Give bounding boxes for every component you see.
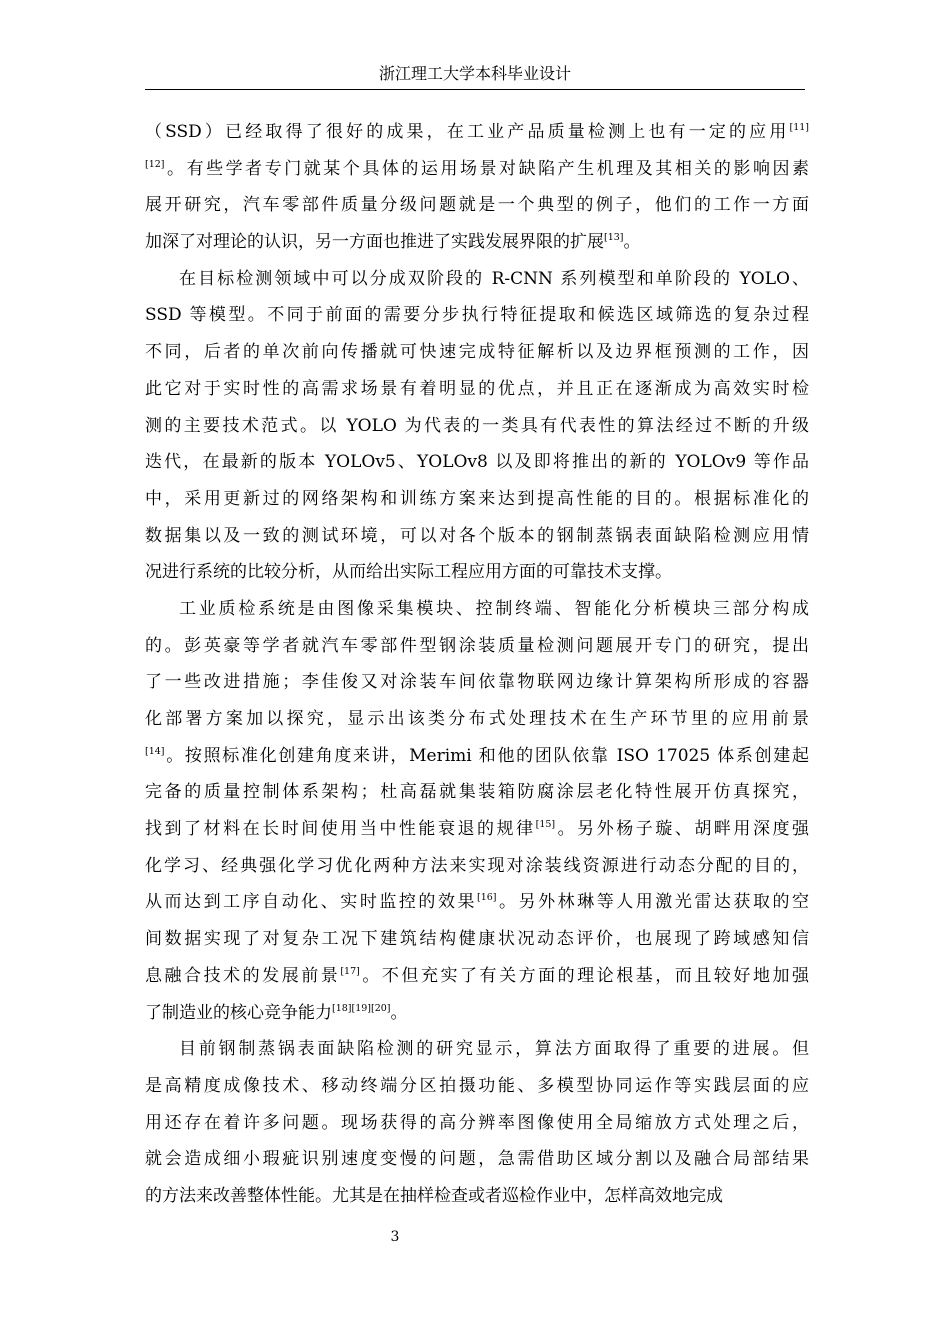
line-text: 工业质检系统是由图像采集模块、控制终端、智能化分析模块三部分构成 (179, 598, 809, 619)
text-line (145, 224, 809, 261)
citation-ref: [14] (145, 745, 165, 757)
line-text: （SSD）已经取得了很好的成果，在工业产品质量检测上也有一定的应用 (145, 122, 790, 142)
line-text: 加深了对理论的认识，另一方面也推进了实践发展界限的扩展 (145, 232, 604, 253)
line-text: 况进行系统的比较分析，从而给出实际工程应用方面的可靠技术支撑。 (145, 562, 672, 583)
line-text: 不同，后者的单次前向传播就可快速完成特征解析以及边界框预测的工作，因 (145, 342, 809, 363)
line-text: 。有些学者专门就某个具体的运用场景对缺陷产生机理及其相关的影响因素 (164, 158, 809, 179)
line-text-tail: 。 (390, 1002, 408, 1023)
text-line (145, 628, 809, 665)
header-divider (145, 89, 805, 90)
text-line (145, 187, 809, 224)
line-text: 了一些改进措施；李佳俊又对涂装车间依靠物联网边缘计算架构所形成的容器 (145, 672, 809, 693)
line-text: 就会造成细小瑕疵识别速度变慢的问题，急需借助区域分割以及融合局部结果 (145, 1149, 809, 1170)
text-line (145, 1068, 809, 1105)
text-line (145, 1031, 809, 1068)
paragraph (145, 114, 809, 261)
page-number: 3 (390, 1229, 400, 1245)
line-text: 找到了材料在长时间使用当中性能衰退的规律 (145, 819, 536, 840)
text-line (145, 884, 809, 921)
line-text-tail: 。不但充实了有关方面的理论根基，而且较好地加强 (359, 965, 810, 986)
text-line (145, 151, 809, 188)
citation-ref: [13] (604, 232, 624, 244)
text-line (145, 774, 809, 811)
line-text: 间数据实现了对复杂工况下建筑结构健康状况动态评价，也展现了跨域感知信 (145, 929, 809, 950)
citation-ref: [11] (789, 122, 809, 133)
text-line (145, 591, 809, 628)
line-text-tail: 。另外杨子璇、胡畔用深度强 (555, 819, 810, 840)
text-line (145, 334, 809, 371)
text-line (145, 738, 809, 775)
line-text: 化学习、经典强化学习优化两种方法来实现对涂装线资源进行动态分配的目的， (145, 855, 809, 876)
text-line (145, 921, 809, 958)
text-line (145, 664, 809, 701)
citation-ref: [12] (145, 158, 165, 170)
text-line (145, 811, 809, 848)
line-text-tail: 。 (623, 232, 641, 253)
citation-ref: [17] (340, 965, 360, 977)
line-text: 中，采用更新过的网络架构和训练方案来达到提高性能的目的。根据标准化的 (145, 488, 809, 509)
text-line (145, 1141, 809, 1178)
line-text: 化部署方案加以探究，显示出该类分布式处理技术在生产环节里的应用前景 (145, 709, 809, 729)
line-text: 测的主要技术范式。以 YOLO 为代表的一类具有代表性的算法经过不断的升级 (145, 415, 809, 436)
line-text: 用还存在着许多问题。现场获得的高分辨率图像使用全局缩放方式处理之后， (145, 1112, 809, 1133)
line-text: 的。彭英豪等学者就汽车零部件型钢涂装质量检测问题展开专门的研究，提出 (145, 635, 809, 656)
text-line (145, 701, 809, 738)
line-text: 在目标检测领域中可以分成双阶段的 R-CNN 系列模型和单阶段的 YOLO、 (179, 268, 809, 289)
text-line (145, 444, 809, 481)
text-line (145, 848, 809, 885)
text-line (145, 958, 809, 995)
paragraph (145, 261, 809, 591)
text-line (145, 1178, 809, 1215)
text-line (145, 554, 809, 591)
line-text: 了制造业的核心竞争能力 (145, 1002, 332, 1023)
text-line (145, 114, 809, 151)
line-text: 展开研究，汽车零部件质量分级问题就是一个典型的例子，他们的工作一方面 (145, 195, 809, 216)
citation-ref: [18][19][20] (332, 1002, 391, 1014)
line-text: 的方法来改善整体性能。尤其是在抽样检查或者巡检作业中，怎样高效地完成 (145, 1185, 723, 1206)
text-line (145, 995, 809, 1032)
citation-ref: [16] (477, 892, 497, 904)
page-header-title: 浙江理工大学本科毕业设计 (378, 64, 571, 83)
line-text: 息融合技术的发展前景 (145, 965, 341, 986)
document-body (145, 114, 809, 1215)
text-line (145, 518, 809, 555)
text-line (145, 408, 809, 445)
line-text: 完备的质量控制体系架构；杜高磊就集装箱防腐涂层老化特性展开仿真探究， (145, 782, 809, 803)
line-text: 。按照标准化创建角度来讲，Merimi 和他的团队依靠 ISO 17025 体系创建起 (164, 745, 809, 766)
text-line (145, 261, 809, 298)
line-text: 是高精度成像技术、移动终端分区拍摄功能、多模型协同运作等实践层面的应 (145, 1075, 809, 1096)
line-text: 迭代，在最新的版本 YOLOv5、YOLOv8 以及即将推出的新的 YOLOv9 等作品 (145, 452, 809, 473)
text-line (145, 481, 809, 518)
line-text: SSD 等模型。不同于前面的需要分步执行特征提取和候选区域筛选的复杂过程 (145, 305, 809, 326)
text-line (145, 1105, 809, 1142)
citation-ref: [15] (535, 819, 556, 831)
text-line (145, 371, 809, 408)
text-line (145, 297, 809, 334)
line-text: 数据集以及一致的测试环境，可以对各个版本的钢制蒸锅表面缺陷检测应用情 (145, 525, 809, 546)
line-text: 此它对于实时性的高需求场景有着明显的优点，并且正在逐渐成为高效实时检 (145, 378, 809, 399)
line-text: 目前钢制蒸锅表面缺陷检测的研究显示，算法方面取得了重要的进展。但 (179, 1039, 809, 1060)
paragraph (145, 1031, 809, 1214)
paragraph (145, 591, 809, 1031)
line-text-tail: 。另外林琳等人用激光雷达获取的空 (496, 892, 810, 913)
line-text: 从而达到工序自动化、实时监控的效果 (145, 892, 478, 913)
